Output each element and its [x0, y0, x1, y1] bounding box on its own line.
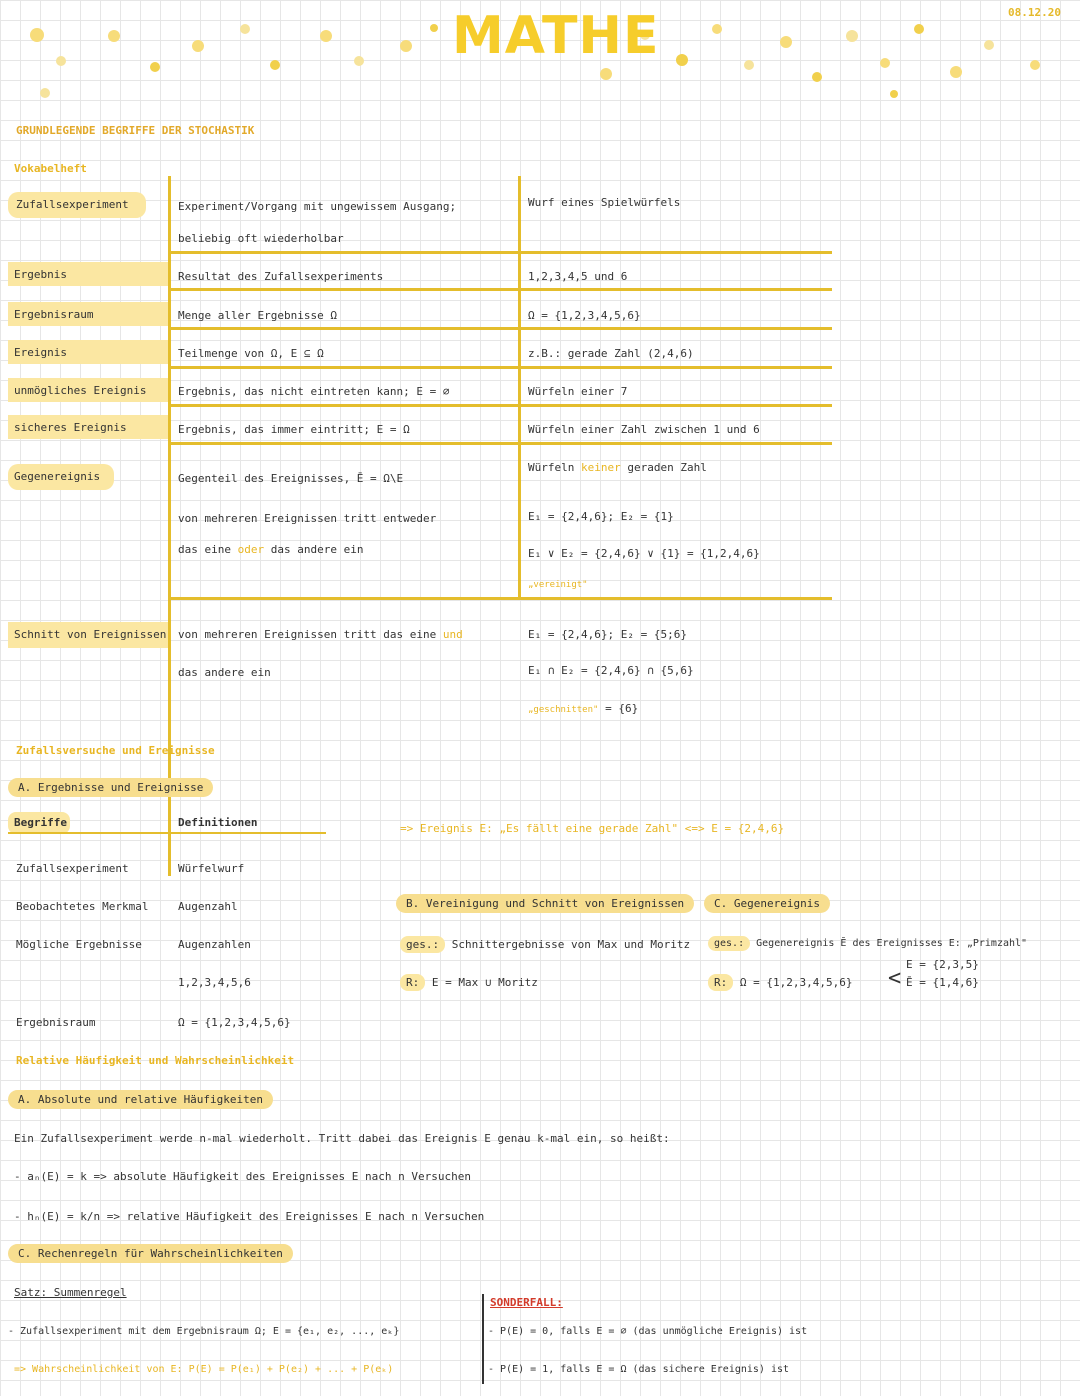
ex-schnitt-1: E₁ = {2,4,6}; E₂ = {5;6} [528, 628, 687, 641]
decorative-dot [56, 56, 66, 66]
part-b-r: R: E = Max ∪ Moritz [400, 976, 538, 989]
part-c2-title: C. Rechenregeln für Wahrscheinlichkeiten [8, 1244, 293, 1263]
decorative-dot [108, 30, 120, 42]
ex-zufallsexperiment: Wurf eines Spielwürfels [528, 196, 681, 209]
def-ergebnis: Resultat des Zufallsexperiments [178, 270, 384, 283]
ex-ereignis: z.B.: gerade Zahl (2,4,6) [528, 347, 694, 360]
part-b-title: B. Vereinigung und Schnitt von Ereignissen [396, 894, 694, 913]
ex-unmoegliches: Würfeln einer 7 [528, 385, 628, 398]
def-vereinigung-2: das eine oder das andere ein [178, 543, 364, 556]
row-divider [168, 327, 832, 330]
table-row-term: Beobachtetes Merkmal [16, 900, 149, 913]
haeuf-rel: - hₙ(E) = k/n => relative Häufigkeit des Ereignisses E nach n Versuchen [14, 1210, 485, 1223]
decorative-dot [600, 68, 612, 80]
sonderfall-1: - P(E) = 0, falls E = ∅ (das unmögliche Ereignis) ist [488, 1326, 808, 1337]
table-row-value: Augenzahl [178, 900, 238, 913]
part-c-e2: Ē = {1,4,6} [906, 976, 979, 989]
bracket-icon: < [888, 966, 902, 991]
ereignis-note: => Ereignis E: „Es fällt eine gerade Zahl" <=> E = {2,4,6} [400, 822, 785, 835]
def-ergebnisraum: Menge aller Ergebnisse Ω [178, 309, 337, 322]
ex-ergebnisraum: Ω = {1,2,3,4,5,6} [528, 309, 641, 322]
section-title: GRUNDLEGENDE BEGRIFFE DER STOCHASTIK [16, 124, 255, 137]
table-header-underline [8, 832, 326, 834]
part-c-r: R: Ω = {1,2,3,4,5,6} [708, 976, 852, 989]
ex-ergebnis: 1,2,3,4,5 und 6 [528, 270, 628, 283]
part2-title: Zufallsversuche und Ereignisse [16, 744, 215, 757]
decorative-dot [240, 24, 250, 34]
def-vereinigung-1: von mehreren Ereignissen tritt entweder [178, 512, 437, 525]
row-divider [168, 366, 832, 369]
sonderfall-divider [482, 1294, 484, 1384]
part-a-title: A. Ergebnisse und Ereignisse [8, 778, 213, 797]
term-sicheres: sicheres Ereignis [14, 421, 127, 434]
term-unmoegliches: unmögliches Ereignis [14, 384, 147, 397]
def-unmoegliches: Ergebnis, das nicht eintreten kann; E = ∅ [178, 385, 450, 398]
row-divider [168, 442, 832, 445]
decorative-dot [150, 62, 160, 72]
table-row-term: Zufallsexperiment [16, 862, 129, 875]
decorative-dot [1030, 60, 1040, 70]
def-zufallsexperiment-2: beliebig oft wiederholbar [178, 232, 344, 245]
decorative-dot [270, 60, 280, 70]
decorative-dot [950, 66, 962, 78]
term-ergebnis: Ergebnis [14, 268, 67, 281]
decorative-dot [914, 24, 924, 34]
decorative-dot [30, 28, 44, 42]
ex-vereinigung-2: E₁ ∨ E₂ = {2,4,6} ∨ {1} = {1,2,4,6} [528, 547, 760, 560]
decorative-dot [846, 30, 858, 42]
page-title: MATHE [452, 6, 660, 66]
row-divider [168, 597, 832, 600]
decorative-dot [744, 60, 754, 70]
term-gegenereignis: Gegenereignis [14, 470, 101, 483]
decorative-dot [780, 36, 792, 48]
ex-sicheres: Würfeln einer Zahl zwischen 1 und 6 [528, 423, 760, 436]
decorative-dot [676, 54, 688, 66]
date-label: 08.12.20 [1008, 6, 1061, 19]
row-divider [168, 404, 832, 407]
table-row-value: Würfelwurf [178, 862, 245, 875]
table-row-term: Ergebnisraum [16, 1016, 96, 1029]
decorative-dot [354, 56, 364, 66]
table-header-definitionen: Definitionen [178, 816, 258, 829]
haeuf-intro: Ein Zufallsexperiment werde n-mal wiederholt. Tritt dabei das Ereignis E genau k-mal ein, so heißt: [14, 1132, 670, 1145]
vocab-title: Vokabelheft [14, 162, 87, 175]
ex-schnitt-3: „geschnitten" = {6} [528, 702, 639, 715]
row-divider [168, 251, 832, 254]
ex-gegenereignis: Würfeln keiner geraden Zahl [528, 461, 707, 474]
part-b-ges: ges.: Schnittergebnisse von Max und Moritz [400, 938, 690, 951]
sonderfall-2: - P(E) = 1, falls E = Ω (das sichere Ereignis) ist [488, 1364, 790, 1375]
term-ergebnisraum: Ergebnisraum [14, 308, 94, 321]
decorative-dot [430, 24, 438, 32]
decorative-dot [40, 88, 50, 98]
part-c-title: C. Gegenereignis [704, 894, 830, 913]
term-zufallsexperiment: Zufallsexperiment [16, 198, 129, 211]
ex-vereinigung-3: „vereinigt" [528, 580, 588, 590]
table-row-term: Mögliche Ergebnisse [16, 938, 142, 951]
ex-schnitt-2: E₁ ∩ E₂ = {2,4,6} ∩ {5,6} [528, 664, 694, 677]
satz-label: Satz: Summenregel [14, 1286, 127, 1299]
def-ereignis: Teilmenge von Ω, E ⊆ Ω [178, 347, 324, 360]
table-row-value: Ω = {1,2,3,4,5,6} [178, 1016, 291, 1029]
decorative-dot [192, 40, 204, 52]
part-a2-title: A. Absolute und relative Häufigkeiten [8, 1090, 273, 1109]
def-schnitt-2: das andere ein [178, 666, 271, 679]
decorative-dot [320, 30, 332, 42]
decorative-dot [890, 90, 898, 98]
table-header-begriffe: Begriffe [14, 816, 67, 829]
table-divider-right [518, 176, 521, 598]
summenregel-1: - Zufallsexperiment mit dem Ergebnisraum Ω; E = {e₁, e₂, ..., eₖ} [8, 1326, 400, 1337]
decorative-dot [984, 40, 994, 50]
def-gegenereignis: Gegenteil des Ereignisses, Ē = Ω\E [178, 472, 404, 485]
table-row-value: 1,2,3,4,5,6 [178, 976, 251, 989]
table-row-value: Augenzahlen [178, 938, 251, 951]
term-schnitt: Schnitt von Ereignissen [14, 628, 167, 641]
ex-vereinigung-1: E₁ = {2,4,6}; E₂ = {1} [528, 510, 674, 523]
summenregel-2: => Wahrscheinlichkeit von E: P(E) = P(e₁) + P(e₂) + ... + P(eₖ) [14, 1364, 394, 1375]
part-c-e1: E = {2,3,5} [906, 958, 979, 971]
term-ereignis: Ereignis [14, 346, 67, 359]
def-zufallsexperiment: Experiment/Vorgang mit ungewissem Ausgang; [178, 200, 457, 213]
part-c-ges: ges.: Gegenereignis Ē des Ereignisses E: „Primzahl" [708, 938, 1027, 949]
decorative-dot [880, 58, 890, 68]
def-schnitt-1: von mehreren Ereignissen tritt das eine und [178, 628, 463, 641]
haeuf-abs: - aₙ(E) = k => absolute Häufigkeit des Ereignisses E nach n Versuchen [14, 1170, 471, 1183]
decorative-dot [812, 72, 822, 82]
def-sicheres: Ergebnis, das immer eintritt; E = Ω [178, 423, 410, 436]
part3-title: Relative Häufigkeit und Wahrscheinlichkeit [16, 1054, 295, 1067]
table-divider-left [168, 176, 171, 876]
decorative-dot [400, 40, 412, 52]
sonderfall-label: SONDERFALL: [490, 1296, 563, 1309]
row-divider [168, 288, 832, 291]
decorative-dot [712, 24, 722, 34]
